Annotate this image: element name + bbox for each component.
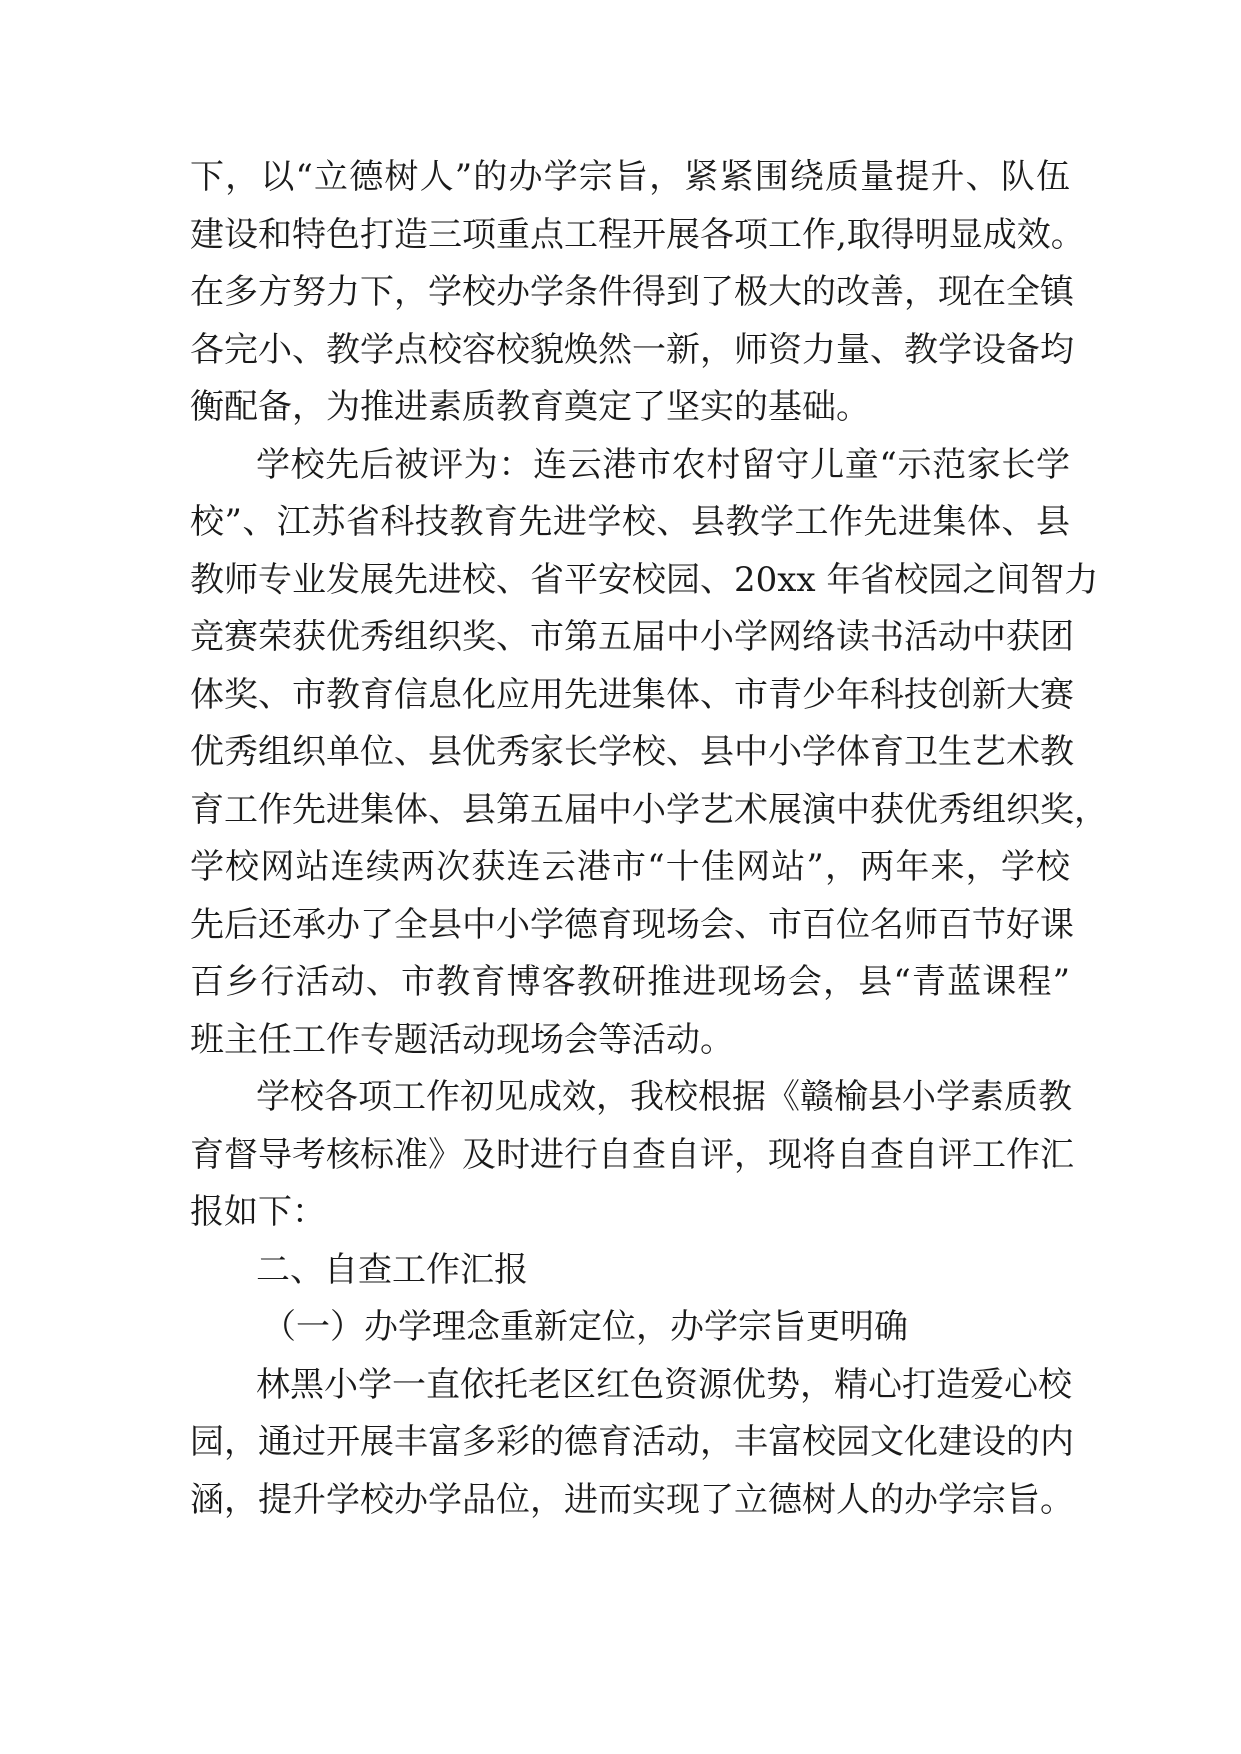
- paragraph-start-line: 学校先后被评为：连云港市农村留守儿童“示范家长学: [256, 445, 1070, 485]
- text-line: 育督导考核标准》及时进行自查自评，现将自查自评工作汇: [190, 1135, 1074, 1175]
- text-line: 园，通过开展丰富多彩的德育活动，丰富校园文化建设的内: [190, 1422, 1074, 1462]
- text-line: 教师专业发展先进校、省平安校园、20xx 年省校园之间智力: [190, 560, 1099, 600]
- text-line: 下，以“立德树人”的办学宗旨，紧紧围绕质量提升、队伍: [190, 157, 1070, 197]
- text-line: 优秀组织单位、县优秀家长学校、县中小学体育卫生艺术教: [190, 732, 1074, 772]
- text-line: 建设和特色打造三项重点工程开展各项工作,取得明显成效。: [190, 215, 1085, 255]
- text-line: 各完小、教学点校容校貌焕然一新，师资力量、教学设备均: [190, 330, 1074, 370]
- paragraph-start-line: 学校各项工作初见成效，我校根据《赣榆县小学素质教: [256, 1077, 1072, 1117]
- text-line: 百乡行活动、市教育博客教研推进现场会，县“青蓝课程”: [190, 962, 1070, 1002]
- section-heading: 二、自查工作汇报: [256, 1250, 528, 1290]
- text-line: 先后还承办了全县中小学德育现场会、市百位名师百节好课: [190, 905, 1074, 945]
- text-line: 在多方努力下，学校办学条件得到了极大的改善，现在全镇: [190, 272, 1074, 312]
- text-line: 体奖、市教育信息化应用先进集体、市青少年科技创新大赛: [190, 675, 1074, 715]
- text-line: 学校网站连续两次获连云港市“十佳网站”，两年来，学校: [190, 847, 1070, 887]
- text-line: 报如下：: [190, 1192, 326, 1232]
- paragraph-start-line: 林黑小学一直依托老区红色资源优势，精心打造爱心校: [256, 1365, 1072, 1405]
- subsection-heading: （一）办学理念重新定位，办学宗旨更明确: [262, 1307, 908, 1347]
- text-line: 校”、江苏省科技教育先进学校、县教学工作先进集体、县: [190, 502, 1070, 542]
- text-line: 竞赛荣获优秀组织奖、市第五届中小学网络读书活动中获团: [190, 617, 1074, 657]
- text-line: 班主任工作专题活动现场会等活动。: [190, 1020, 734, 1060]
- text-line: 育工作先进集体、县第五届中小学艺术展演中获优秀组织奖，: [190, 790, 1108, 830]
- text-line: 涵，提升学校办学品位，进而实现了立德树人的办学宗旨。: [190, 1480, 1074, 1520]
- text-line: 衡配备，为推进素质教育奠定了坚实的基础。: [190, 387, 870, 427]
